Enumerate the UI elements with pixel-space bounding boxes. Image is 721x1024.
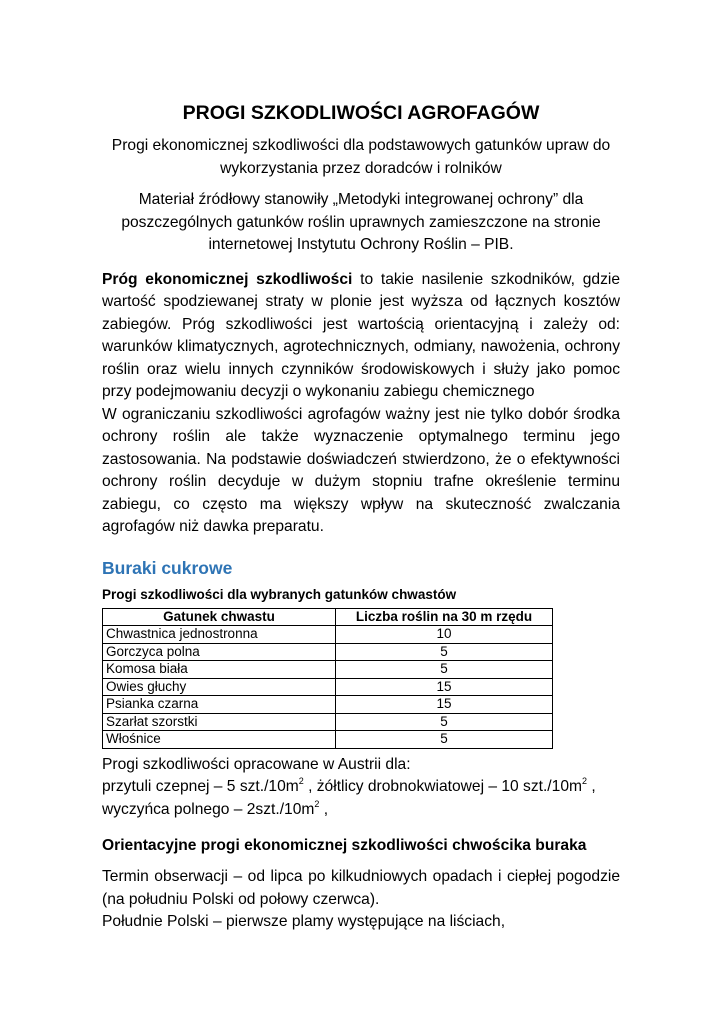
- table-row: [103, 643, 553, 661]
- austria-thresholds: [102, 754, 620, 822]
- species-cell: Włośnice: [103, 731, 336, 749]
- austria-text-d: wyczyńca polnego – 2szt./10m: [102, 800, 315, 818]
- austria-text-a: przytuli czepnej – 5 szt./10m: [102, 778, 299, 795]
- source-note: Materiał źródłowy stanowiły „Metodyki integrowanej ochrony” dla poszczególnych gatunków roślin uprawnych zamieszczone na stronie internetowej Instytutu Ochrony Roślin – PIB.: [121, 191, 601, 253]
- austria-text-c: ,: [587, 778, 596, 795]
- austria-text-e: ,: [319, 800, 329, 818]
- table-header-count: Liczba roślin na 30 m rzędu: [336, 608, 553, 626]
- superscript: 2: [298, 776, 304, 786]
- species-cell: Szarłat szorstki: [103, 713, 336, 731]
- count-cell: 15: [336, 696, 553, 714]
- intro-text: [102, 269, 620, 539]
- table-caption: Progi szkodliwości dla wybranych gatunków chwastów: [102, 586, 457, 602]
- intro-paragraph-1: [102, 269, 620, 404]
- orientation-heading: Orientacyjne progi ekonomicznej szkodliwości chwościka buraka: [102, 837, 587, 854]
- south-poland-note: Południe Polski – pierwsze plamy występujące na liściach,: [102, 913, 506, 930]
- table-row: [103, 626, 553, 644]
- intro-bold-term: Próg ekonomicznej szkodliwości: [102, 270, 353, 288]
- table-row: [103, 661, 553, 679]
- austria-text-b: , żółtlicy drobnokwiatowej – 10 szt./10m: [303, 778, 582, 795]
- weed-threshold-table: [102, 608, 553, 749]
- superscript: 2: [581, 776, 587, 786]
- section-heading: Buraki cukrowe: [102, 557, 233, 578]
- superscript: 2: [314, 798, 320, 809]
- page-title: PROGI SZKODLIWOŚCI AGROFAGÓW: [182, 102, 540, 124]
- count-cell: 5: [336, 713, 553, 731]
- species-cell: Owies głuchy: [103, 678, 336, 696]
- species-cell: Psianka czarna: [103, 696, 336, 714]
- table-row: [103, 678, 553, 696]
- species-cell: Gorczyca polna: [103, 643, 336, 661]
- observation-term: Termin obserwacji – od lipca po kilkudniowych opadach i ciepłej pogodzie (na południu Polski od połowy czerwca).: [102, 868, 620, 908]
- table-row: [103, 713, 553, 731]
- count-cell: 5: [336, 643, 553, 661]
- species-cell: Chwastnica jednostronna: [103, 626, 336, 644]
- austria-intro: Progi szkodliwości opracowane w Austrii dla:: [102, 755, 411, 773]
- count-cell: 15: [336, 678, 553, 696]
- table-header-row: [103, 608, 553, 626]
- page-content: [102, 100, 620, 934]
- page-subtitle: Progi ekonomicznej szkodliwości dla podstawowych gatunków upraw do wykorzystania przez doradców i rolników: [111, 137, 611, 177]
- austria-line-2: [102, 776, 620, 799]
- species-cell: Komosa biała: [103, 661, 336, 679]
- table-header-species: Gatunek chwastu: [103, 608, 336, 626]
- austria-line-3: [102, 799, 620, 822]
- table-row: [103, 696, 553, 714]
- count-cell: 5: [336, 661, 553, 679]
- table-row: [103, 731, 553, 749]
- intro-paragraph-1-text: to takie nasilenie szkodników, gdzie wartość spodziewanej straty w plonie jest wyższa od łącznych kosztów zabiegów. Próg szkodliwości jest wartością orientacyjną i zależy od: warunków klimatycznych, agrotechnicznych, odmiany, nawożenia, ochrony roślin oraz wielu innych czynników środowiskowych i służy jako pomoc przy podejmowaniu decyzji o wykonaniu zabiegu chemicznego: [102, 270, 621, 400]
- count-cell: 10: [336, 626, 553, 644]
- intro-paragraph-2: W ograniczaniu szkodliwości agrofagów ważny jest nie tylko dobór środka ochrony roślin ale także wyznaczenie optymalnego terminu jego zastosowania. Na podstawie doświadczeń stwierdzono, że o efektywności ochrony roślin decyduje w dużym stopniu trafne określenie terminu zabiegu, co często ma większy wpływ na skuteczność zwalczania agrofagów niż dawka preparatu.: [102, 405, 620, 535]
- count-cell: 5: [336, 731, 553, 749]
